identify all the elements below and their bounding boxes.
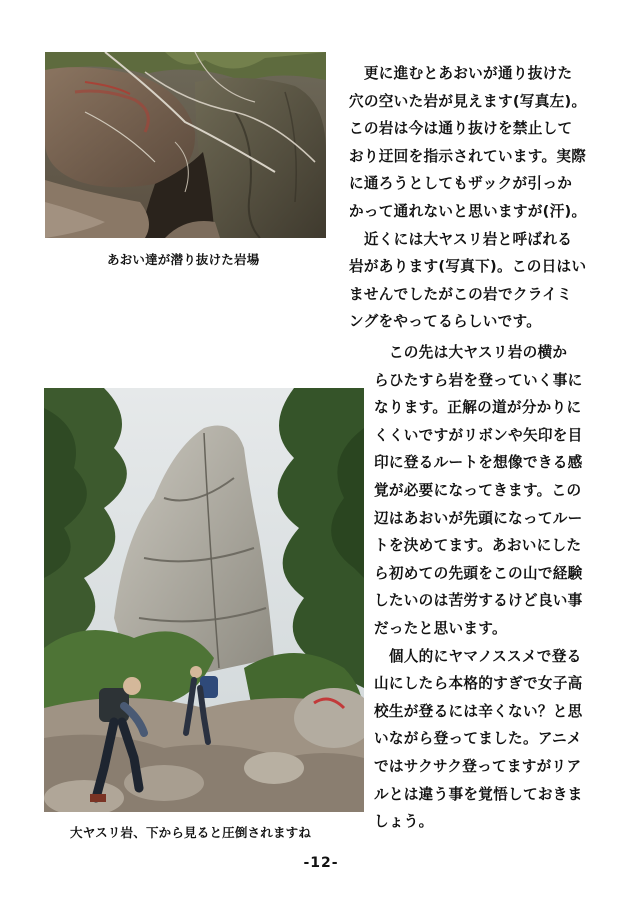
text-line: 岩があります(写真下)。この日はい bbox=[349, 258, 587, 276]
text-line: に通ろうとしてもザックが引っか bbox=[349, 175, 573, 193]
text-line: ルとは違う事を覚悟しておきま bbox=[374, 785, 583, 803]
text-line: 印に登るルートを想像できる感 bbox=[374, 454, 583, 472]
page-number: -12- bbox=[303, 855, 339, 871]
text-line: いながら登ってました。アニメ bbox=[374, 730, 582, 748]
text-line: したいのは苦労するけど良い事 bbox=[374, 592, 583, 610]
text-line: ら初めての先頭をこの山で経験 bbox=[374, 564, 583, 582]
text-line: しょう。 bbox=[374, 813, 434, 831]
text-line: おり迂回を指示されています。実際 bbox=[349, 147, 587, 165]
text-line: この先は大ヤスリ岩の横か bbox=[374, 344, 568, 361]
text-line: トを決めてます。あおいにした bbox=[374, 537, 582, 555]
rock-passage-photo bbox=[45, 52, 326, 238]
text-line: 更に進むとあおいが通り抜けた bbox=[349, 65, 573, 82]
text-line: 覚が必要になってきます。この bbox=[374, 481, 582, 499]
text-line: ませんでしたがこの岩でクライミ bbox=[349, 285, 572, 303]
text-line: 校生が登るには辛くない？と思 bbox=[374, 702, 583, 720]
bottom-photo-caption: 大ヤスリ岩、下から見ると圧倒されますね bbox=[70, 825, 312, 840]
text-line: この岩は今は通り抜けを禁止して bbox=[349, 120, 573, 138]
text-line: 個人的にヤマノススメで登る bbox=[374, 647, 582, 665]
text-line: かって通れないと思いますが(汗)。 bbox=[349, 202, 587, 220]
top-photo-caption: あおい達が潜り抜けた岩場 bbox=[107, 252, 260, 267]
text-line: 近くには大ヤスリ岩と呼ばれる bbox=[349, 230, 573, 248]
body-paragraph-1 bbox=[349, 60, 586, 336]
text-line: なります。正解の道が分かりに bbox=[374, 399, 582, 417]
text-line: 辺はあおいが先頭になってルー bbox=[374, 509, 583, 527]
text-line: 穴の空いた岩が見えます(写真左)。 bbox=[349, 92, 587, 110]
body-paragraph-2 bbox=[374, 339, 583, 836]
text-line: 山にしたら本格的すぎで女子高 bbox=[374, 675, 583, 693]
text-line: ングをやってるらしいです。 bbox=[349, 313, 542, 331]
oyasuri-rock-photo bbox=[44, 388, 364, 812]
text-line: ではサクサク登ってますがリア bbox=[374, 757, 582, 775]
text-line: くくいですがリボンや矢印を目 bbox=[374, 426, 583, 444]
text-line: だったと思います。 bbox=[374, 619, 507, 637]
text-line: らひたすら岩を登っていく事に bbox=[374, 371, 583, 389]
